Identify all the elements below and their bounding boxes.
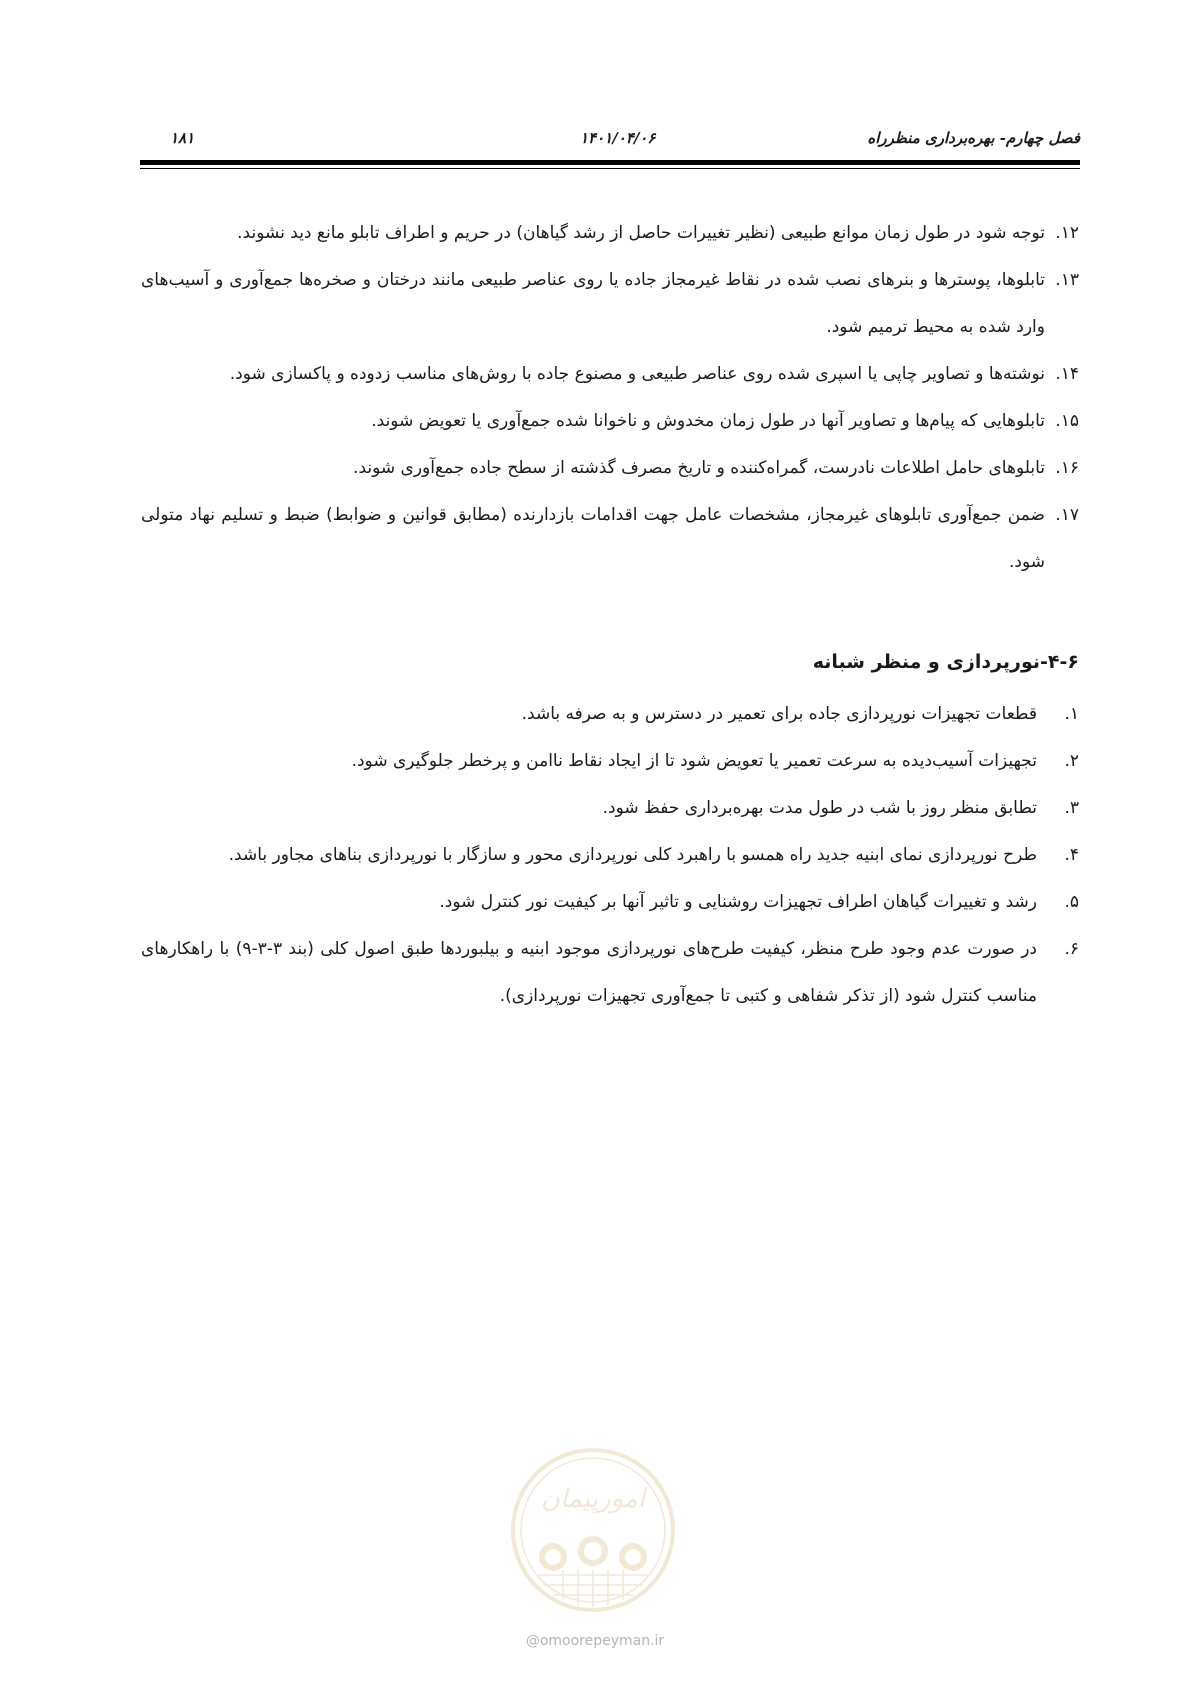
list-item: [141, 785, 1079, 832]
item-text: توجه شود در طول زمان موانع طبیعی (نظیر تغییرات حاصل از رشد گیاهان) در حریم و اطراف تابلو مانع دید نشوند.: [237, 223, 1045, 243]
item-text: تجهیزات آسیب‌دیده به سرعت تعمیر یا تعویض شود تا از ایجاد نقاط ناامن و پرخطر جلوگیری شود.: [351, 751, 1037, 771]
item-text: نوشته‌ها و تصاویر چاپی یا اسپری شده روی عناصر طبیعی و مصنوع جاده با روش‌های مناسب زدوده و پاکسازی شود.: [229, 364, 1045, 384]
item-text: رشد و تغییرات گیاهان اطراف تجهیزات روشنایی و تاثیر آنها بر کیفیت نور کنترل شود.: [439, 892, 1037, 912]
item-number: ۱۶.: [1055, 458, 1079, 478]
header-rule-thick: [140, 160, 1080, 165]
list-item: [141, 691, 1079, 738]
item-number: ۱۲.: [1055, 223, 1079, 243]
item-text: در صورت عدم وجود طرح منظر، کیفیت طرح‌های نورپردازی موجود ابنیه و بیلبوردها طبق اصول کلی (بند ۳-۳-۹) با راهکارهای مناسب کنترل شود (از تذکر شفاهی و کتبی تا جمع‌آوری تجهیزات نورپردازی).: [141, 939, 1037, 1006]
list-item: [141, 926, 1079, 1020]
item-number: ۲.: [1064, 751, 1079, 771]
list-item: [141, 492, 1079, 586]
item-number: ۱۷.: [1055, 505, 1079, 525]
header-rule-thin: [140, 168, 1080, 169]
item-number: ۱.: [1064, 704, 1079, 724]
item-number: ۱۴.: [1055, 364, 1079, 384]
watermark-site: @omoorepeyman.ir: [525, 1633, 665, 1649]
list-item: [141, 210, 1079, 257]
item-text: طرح نورپردازی نمای ابنیه جدید راه همسو با راهبرد کلی نورپردازی محور و سازگار با نورپردازی بناهای مجاور باشد.: [228, 845, 1037, 865]
chapter-title: فصل چهارم- بهره‌برداری منظرراه: [867, 129, 1080, 147]
list-item: [141, 257, 1079, 351]
header-date: ۱۴۰۱/۰۴/۰۶: [580, 129, 656, 147]
item-text: تطابق منظر روز با شب در طول مدت بهره‌برداری حفظ شود.: [602, 798, 1037, 818]
item-number: ۵.: [1064, 892, 1079, 912]
list-item: [141, 832, 1079, 879]
document-body: [141, 210, 1079, 1020]
item-text: تابلوها، پوسترها و بنرهای نصب شده در نقاط غیرمجاز جاده یا روی عناصر طبیعی مانند درختان و صخره‌ها جمع‌آوری و آسیب‌های وارد شده به محیط ترمیم شود.: [141, 270, 1045, 337]
watermark-logo-text: امورپیمان: [540, 1484, 646, 1514]
item-number: ۴.: [1064, 845, 1079, 865]
item-number: ۱۳.: [1055, 270, 1079, 290]
item-number: ۳.: [1064, 798, 1079, 818]
item-text: تابلوهایی که پیام‌ها و تصاویر آنها در طول زمان مخدوش و ناخوانا شده جمع‌آوری یا تعویض شوند.: [371, 411, 1045, 431]
section-heading: ۴-۶-نورپردازی و منظر شبانه: [812, 651, 1079, 673]
list-item: [141, 445, 1079, 492]
watermark-logo: [508, 1445, 678, 1615]
guideline-list-a: [141, 210, 1079, 586]
item-text: تابلوهای حامل اطلاعات نادرست، گمراه‌کننده و تاریخ مصرف گذشته از سطح جاده جمع‌آوری شوند.: [353, 458, 1045, 478]
list-item: [141, 351, 1079, 398]
item-number: ۶.: [1064, 939, 1079, 959]
item-text: قطعات تجهیزات نورپردازی جاده برای تعمیر در دسترس و به صرفه باشد.: [521, 704, 1037, 724]
list-item: [141, 738, 1079, 785]
item-number: ۱۵.: [1055, 411, 1079, 431]
list-item: [141, 879, 1079, 926]
page-header: [140, 125, 1080, 151]
page-number: ۱۸۱: [170, 129, 195, 147]
item-text: ضمن جمع‌آوری تابلوهای غیرمجاز، مشخصات عامل جهت اقدامات بازدارنده (مطابق قوانین و ضوابط) ضبط و تسلیم نهاد متولی شود.: [141, 505, 1045, 572]
list-item: [141, 398, 1079, 445]
guideline-list-b: [141, 691, 1079, 1020]
